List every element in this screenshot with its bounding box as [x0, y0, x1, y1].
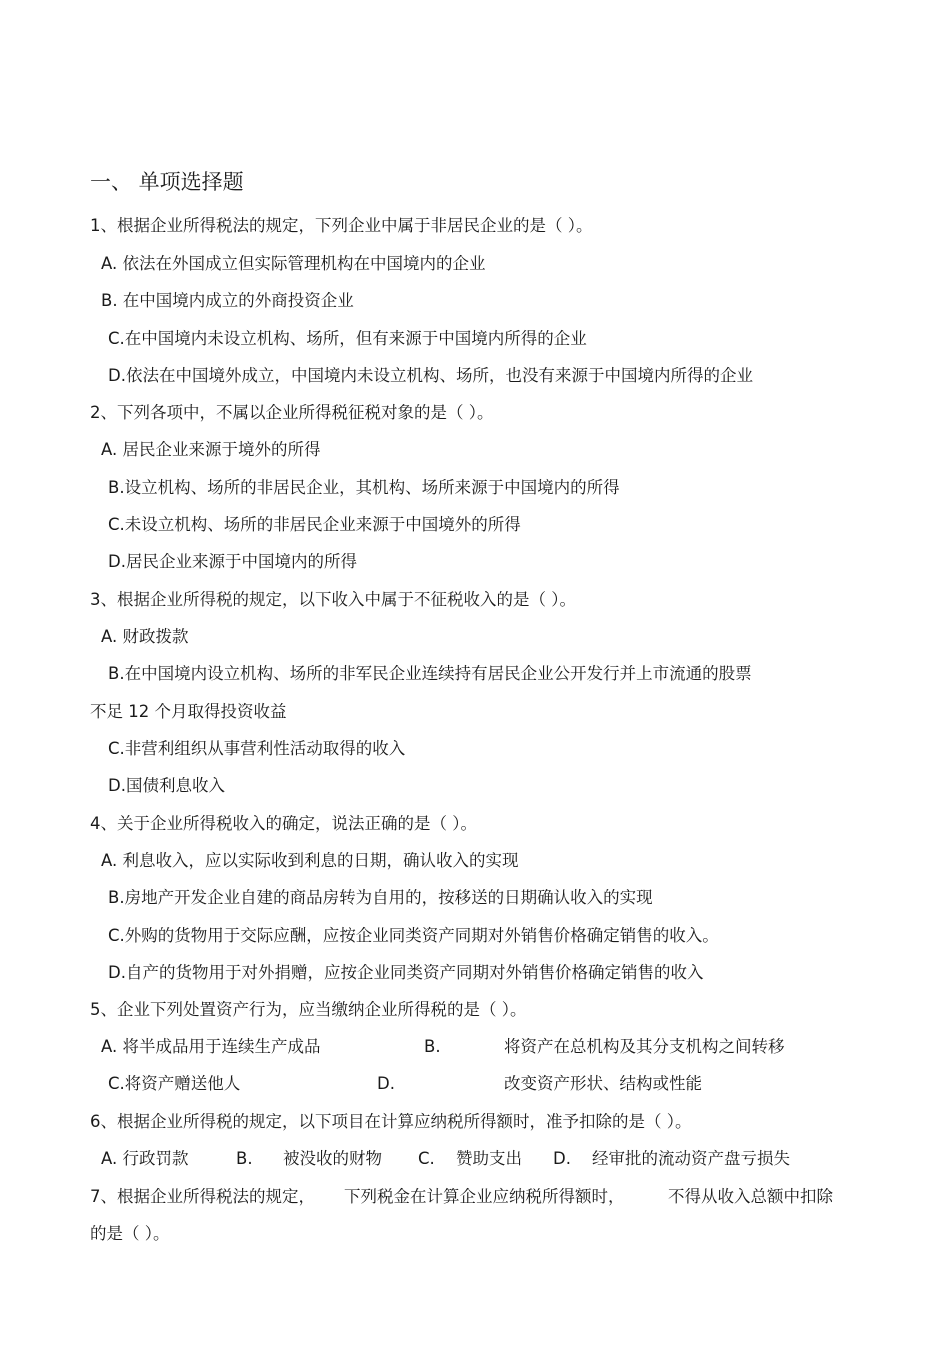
- question-5-option-d-text: 改变资产形状、结构或性能: [504, 1074, 702, 1093]
- question-4-option-a: A. 利息收入，应以实际收到利息的日期，确认收入的实现: [101, 851, 519, 870]
- question-1-option-a: A. 依法在外国成立但实际管理机构在中国境内的企业: [101, 254, 486, 273]
- question-2-option-b: B.设立机构、场所的非居民企业，其机构、场所来源于中国境内的所得: [108, 478, 620, 497]
- question-7-stem-part1: 7、根据企业所得税法的规定，: [90, 1187, 315, 1206]
- question-4-option-b: B.房地产开发企业自建的商品房转为自用的，按移送的日期确认收入的实现: [108, 888, 653, 907]
- question-3-option-a: A. 财政拨款: [101, 627, 189, 646]
- question-3-stem: 3、根据企业所得税的规定，以下收入中属于不征税收入的是（ ）。: [90, 590, 576, 609]
- question-4-stem: 4、关于企业所得税收入的确定，说法正确的是（ ）。: [90, 814, 477, 833]
- question-5-option-a: A. 将半成品用于连续生产成品: [101, 1037, 321, 1056]
- question-4-option-d: D.自产的货物用于对外捐赠，应按企业同类资产同期对外销售价格确定销售的收入: [108, 963, 704, 982]
- question-5-option-d-letter: D.: [377, 1074, 395, 1093]
- question-6-option-d-text: 经审批的流动资产盘亏损失: [592, 1149, 790, 1168]
- question-5-option-c: C.将资产赠送他人: [108, 1074, 241, 1093]
- question-1-option-d: D.依法在中国境外成立，中国境内未设立机构、场所，也没有来源于中国境内所得的企业: [108, 366, 753, 385]
- question-7-stem-part2: 下列税金在计算企业应纳税所得额时，: [344, 1187, 625, 1206]
- question-3-option-d: D.国债利息收入: [108, 776, 225, 795]
- question-6-option-b-text: 被没收的财物: [283, 1149, 382, 1168]
- question-5-option-b-text: 将资产在总机构及其分支机构之间转移: [504, 1037, 785, 1056]
- question-3-option-c: C.非营利组织从事营利性活动取得的收入: [108, 739, 406, 758]
- question-5-option-b-letter: B.: [424, 1037, 441, 1056]
- question-7-stem-cont: 的是（ ）。: [90, 1224, 170, 1243]
- question-6-option-b-letter: B.: [236, 1149, 253, 1168]
- question-4-option-c: C.外购的货物用于交际应酬，应按企业同类资产同期对外销售价格确定销售的收入。: [108, 926, 719, 945]
- question-1-option-c: C.在中国境内未设立机构、场所，但有来源于中国境内所得的企业: [108, 329, 587, 348]
- question-6-option-c-text: 赞助支出: [456, 1149, 522, 1168]
- question-2-option-a: A. 居民企业来源于境外的所得: [101, 440, 321, 459]
- question-6-option-a: A. 行政罚款: [101, 1149, 189, 1168]
- question-1-option-b: B. 在中国境内成立的外商投资企业: [101, 291, 354, 310]
- question-6-option-d-letter: D.: [553, 1149, 571, 1168]
- question-3-option-b-cont: 不足 12 个月取得投资收益: [90, 702, 287, 721]
- question-6-option-c-letter: C.: [418, 1149, 435, 1168]
- section-title: 一、 单项选择题: [90, 170, 244, 194]
- question-1-stem: 1、根据企业所得税法的规定，下列企业中属于非居民企业的是（ ）。: [90, 216, 593, 235]
- question-2-stem: 2、下列各项中，不属以企业所得税征税对象的是（ ）。: [90, 403, 494, 422]
- question-3-option-b: B.在中国境内设立机构、场所的非军民企业连续持有居民企业公开发行并上市流通的股票: [108, 664, 752, 683]
- question-6-stem: 6、根据企业所得税的规定，以下项目在计算应纳税所得额时，准予扣除的是（ ）。: [90, 1112, 692, 1131]
- question-2-option-c: C.未设立机构、场所的非居民企业来源于中国境外的所得: [108, 515, 521, 534]
- question-2-option-d: D.居民企业来源于中国境内的所得: [108, 552, 357, 571]
- question-7-stem-part3: 不得从收入总额中扣除: [668, 1187, 833, 1206]
- question-5-stem: 5、企业下列处置资产行为，应当缴纳企业所得税的是（ ）。: [90, 1000, 527, 1019]
